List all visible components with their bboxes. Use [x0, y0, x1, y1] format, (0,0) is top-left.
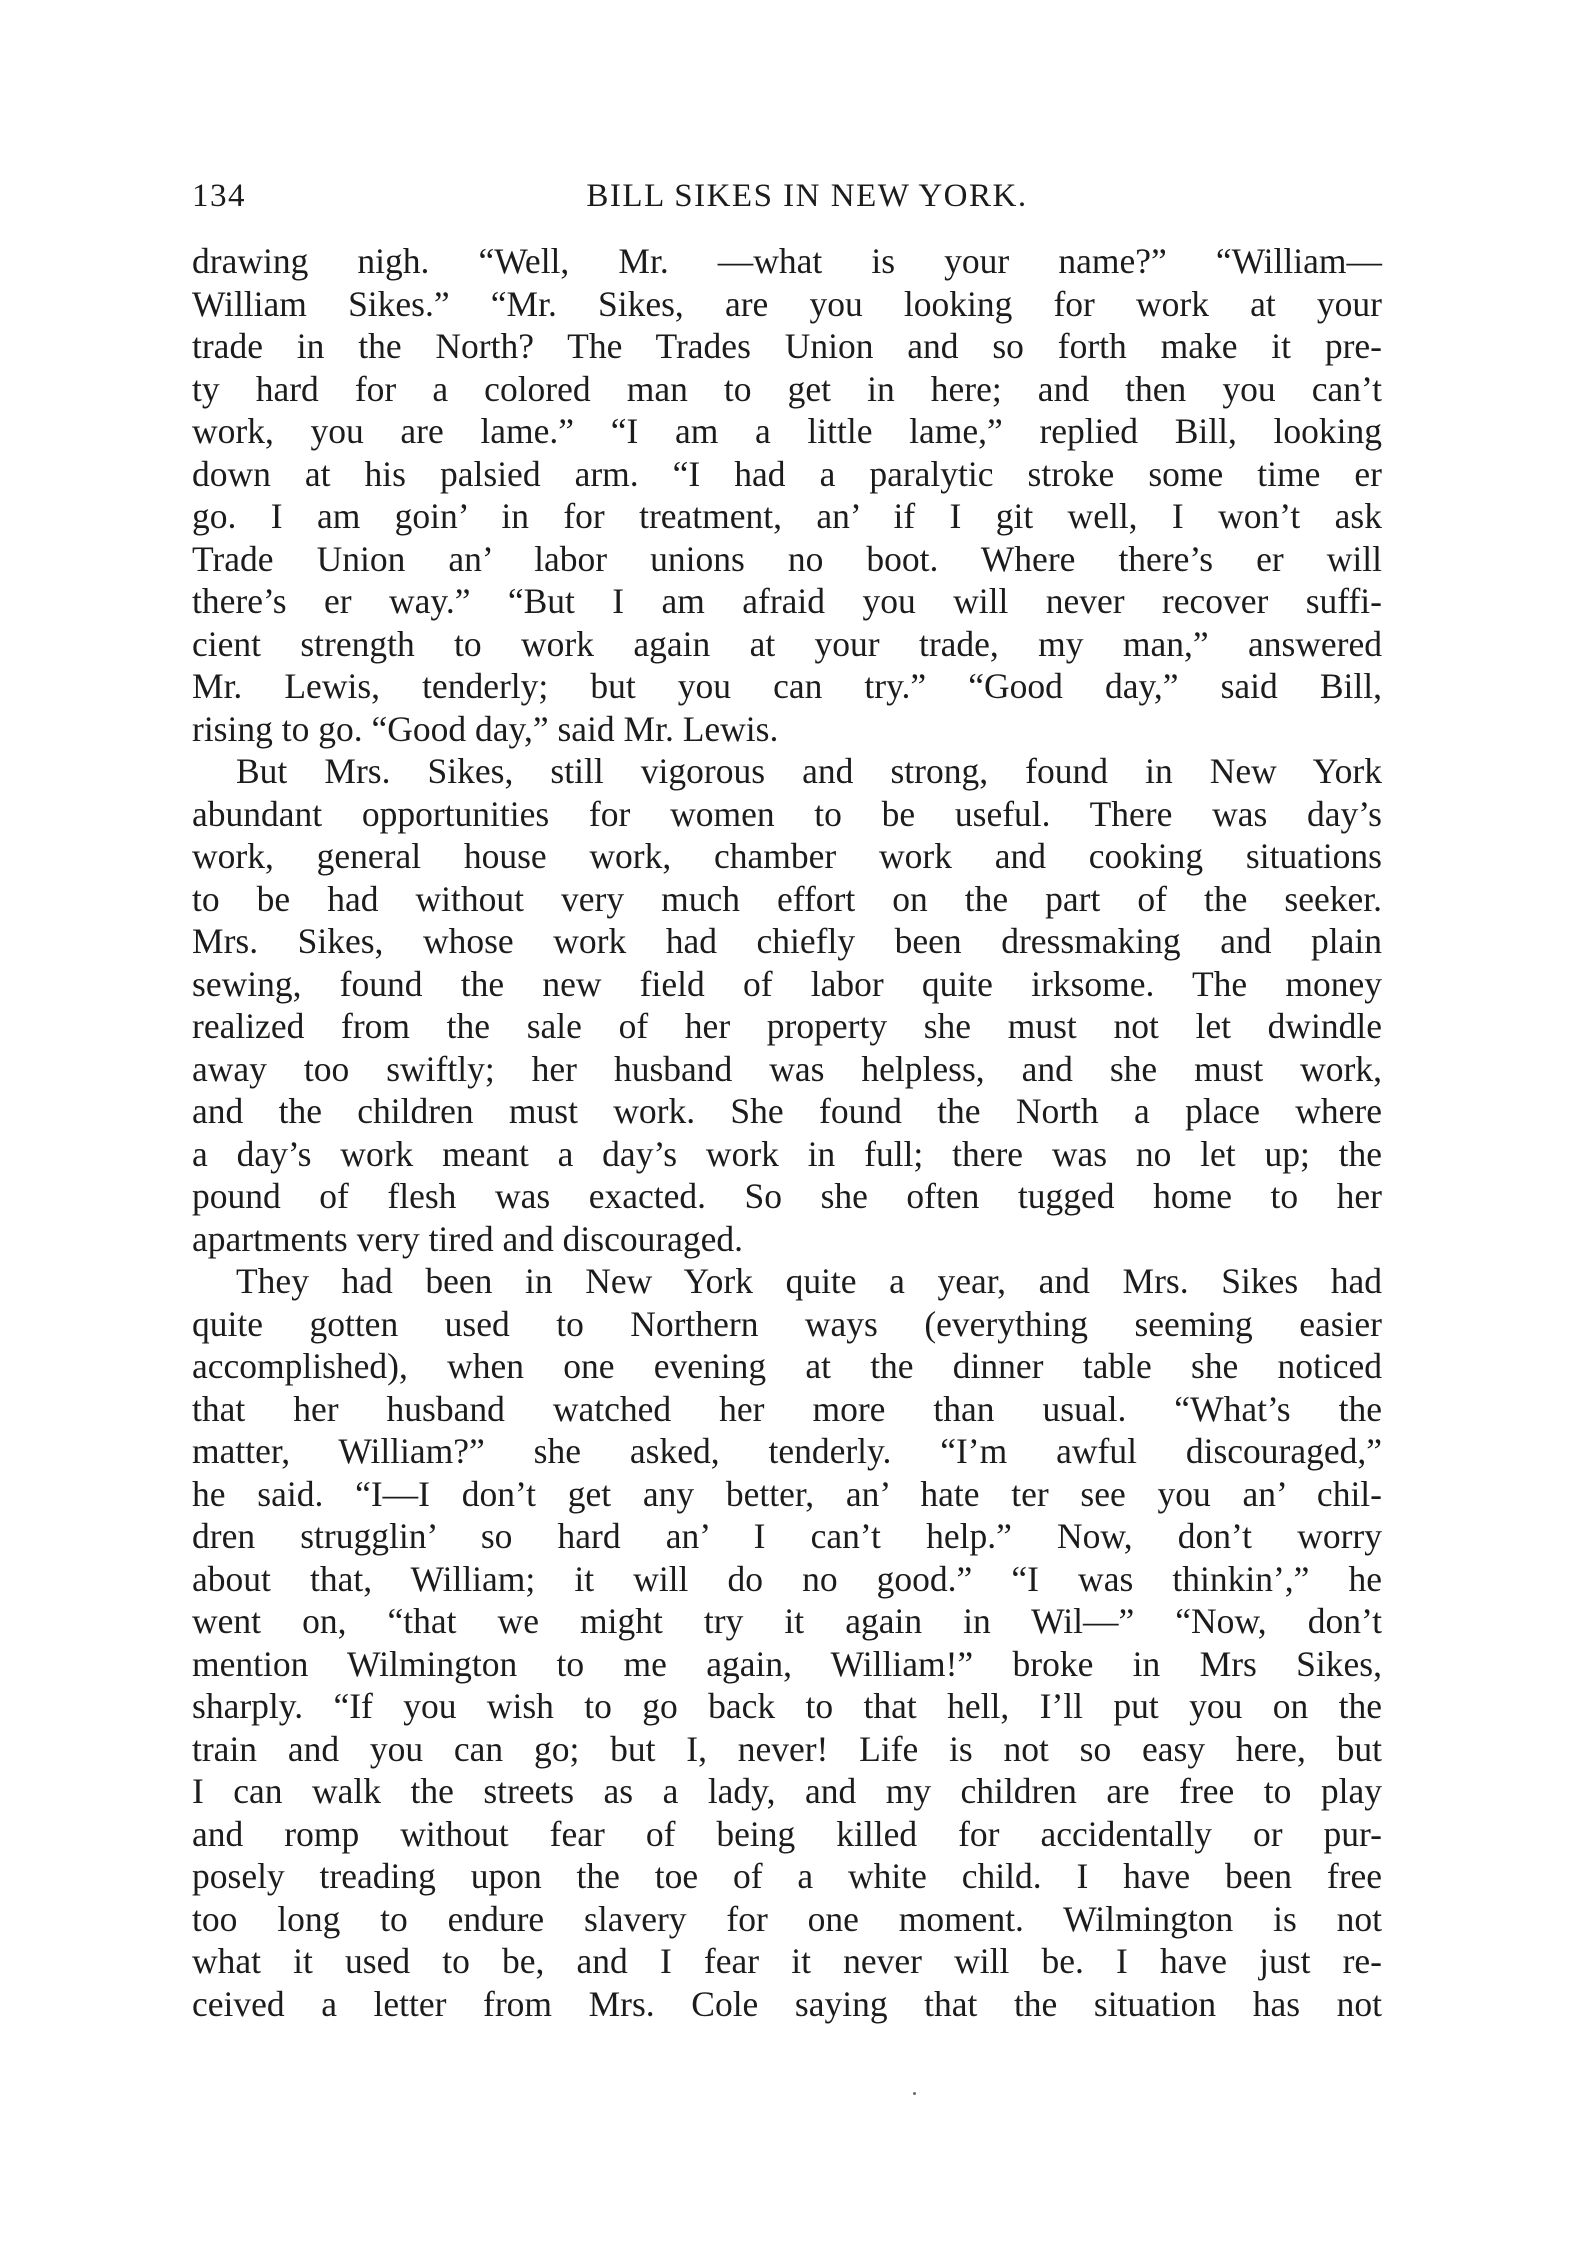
text-line: work, you are lame.” “I am a little lame,” replied Bill, looking — [192, 411, 1382, 451]
text-line: rising to go. “Good day,” said Mr. Lewis. — [192, 708, 779, 749]
running-title: BILL SIKES IN NEW YORK. — [586, 178, 1028, 214]
text-line: trade in the North? The Trades Union and so forth make it pre- — [192, 326, 1382, 366]
text-line: went on, “that we might try it again in Wil—” “Now, don’t — [192, 1601, 1382, 1641]
text-line: sharply. “If you wish to go back to that hell, I’ll put you on the — [192, 1686, 1382, 1726]
text-line: and the children must work. She found the North a place where — [192, 1091, 1382, 1131]
text-line: about that, William; it will do no good.” “I was thinkin’,” he — [192, 1558, 1382, 1599]
text-line: posely treading upon the toe of a white child. I have been free — [192, 1856, 1382, 1896]
text-line: work, general house work, chamber work and cooking situations — [192, 836, 1382, 876]
text-line: a day’s work meant a day’s work in full; there was no let up; the — [192, 1133, 1382, 1174]
text-line: Trade Union an’ labor unions no boot. Where there’s er will — [192, 538, 1382, 579]
text-line: drawing nigh. “Well, Mr. —what is your name?” “William— — [192, 241, 1382, 281]
text-line: there’s er way.” “But I am afraid you will never recover suffi- — [192, 581, 1382, 621]
text-line: cient strength to work again at your trade, my man,” answered — [192, 623, 1382, 664]
text-line: down at his palsied arm. “I had a paralytic stroke some time er — [192, 453, 1382, 494]
text-line: he said. “I—I don’t get any better, an’ hate ter see you an’ chil- — [192, 1473, 1382, 1514]
text-line: Mr. Lewis, tenderly; but you can try.” “Good day,” said Bill, — [192, 666, 1382, 706]
text-line: mention Wilmington to me again, William!” broke in Mrs Sikes, — [192, 1643, 1382, 1684]
running-head — [192, 178, 1382, 226]
text-line: to be had without very much effort on the part of the seeker. — [192, 878, 1382, 919]
text-line: too long to endure slavery for one moment. Wilmington is not — [192, 1898, 1382, 1939]
text-line: quite gotten used to Northern ways (everything seeming easier — [192, 1303, 1382, 1344]
text-line: matter, William?” she asked, tenderly. “I’m awful discouraged,” — [192, 1431, 1382, 1471]
text-line: what it used to be, and I fear it never will be. I have just re- — [192, 1941, 1382, 1981]
text-line: go. I am goin’ in for treatment, an’ if I git well, I won’t ask — [192, 496, 1382, 536]
text-line: train and you can go; but I, never! Life is not so easy here, but — [192, 1728, 1382, 1769]
text-line: accomplished), when one evening at the dinner table she noticed — [192, 1346, 1382, 1386]
text-line: abundant opportunities for women to be useful. There was day’s — [192, 793, 1382, 834]
body-text — [192, 240, 1382, 2025]
text-line: away too swiftly; her husband was helpless, and she must work, — [192, 1048, 1382, 1089]
print-speck — [913, 2092, 916, 2095]
text-line: dren strugglin’ so hard an’ I can’t help.” Now, don’t worry — [192, 1516, 1382, 1556]
text-line: and romp without fear of being killed for accidentally or pur- — [192, 1813, 1382, 1854]
text-line: William Sikes.” “Mr. Sikes, are you looking for work at your — [192, 283, 1382, 324]
text-line: sewing, found the new field of labor quite irksome. The money — [192, 963, 1382, 1004]
text-line: ceived a letter from Mrs. Cole saying that the situation has not — [192, 1983, 1382, 2024]
text-line: apartments very tired and discouraged. — [192, 1218, 744, 1259]
text-line: They had been in New York quite a year, and Mrs. Sikes had — [236, 1261, 1382, 1301]
text-line: But Mrs. Sikes, still vigorous and strong, found in New York — [236, 751, 1382, 791]
text-line: I can walk the streets as a lady, and my children are free to play — [192, 1771, 1382, 1811]
text-line: Mrs. Sikes, whose work had chiefly been dressmaking and plain — [192, 921, 1382, 961]
text-line: realized from the sale of her property she must not let dwindle — [192, 1006, 1382, 1046]
text-line: ty hard for a colored man to get in here; and then you can’t — [192, 368, 1382, 409]
text-line: that her husband watched her more than usual. “What’s the — [192, 1388, 1382, 1429]
page-number: 134 — [192, 178, 246, 214]
text-line: pound of flesh was exacted. So she often tugged home to her — [192, 1176, 1382, 1216]
